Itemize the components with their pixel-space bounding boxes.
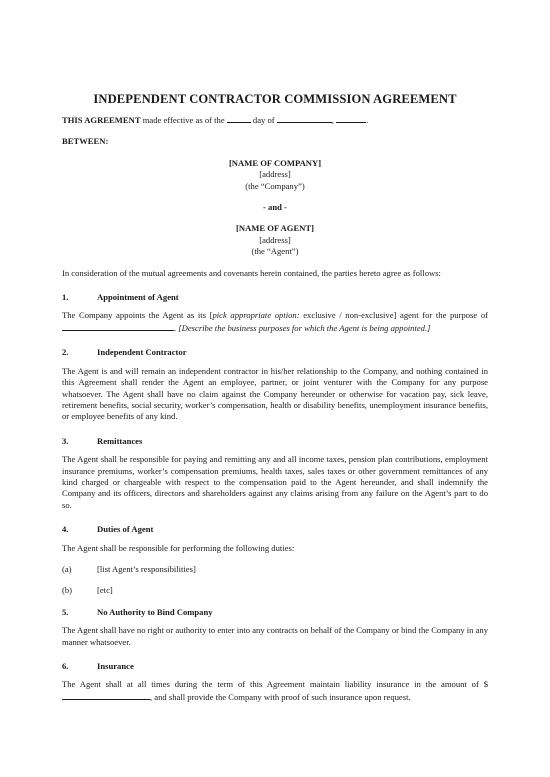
intro-text-3: , — [331, 115, 337, 125]
company-defined-term: (the “Company”) — [245, 180, 305, 191]
agent-name: [NAME OF AGENT] — [236, 223, 314, 234]
section-number: 3. — [62, 435, 69, 446]
agent-address: [address] — [259, 234, 291, 245]
agreement-lead: THIS AGREEMENT — [62, 115, 141, 125]
list-marker: (b) — [62, 585, 73, 596]
intro-text-2: day of — [250, 115, 277, 125]
day-blank[interactable] — [227, 114, 251, 123]
section-number: 4. — [62, 524, 69, 535]
section-1-body — [62, 310, 488, 334]
list-text: [list Agent’s responsibilities] — [97, 563, 196, 574]
intro-text-4: . — [366, 115, 369, 125]
list-marker: (a) — [62, 563, 72, 574]
section-number: 1. — [62, 292, 69, 303]
section-4-body: The Agent shall be responsible for performing the following duties: — [62, 542, 295, 553]
insurance-amount-blank[interactable] — [62, 691, 150, 700]
list-item — [62, 564, 488, 575]
section-6-body — [62, 679, 488, 703]
section-6-text-a: The Agent shall at all times during the term of this Agreement maintain liability insurance in the amount of $ — [62, 679, 488, 690]
agent-party-block — [62, 223, 488, 257]
section-title: No Authority to Bind Company — [97, 606, 213, 617]
between-label: BETWEEN: — [62, 136, 109, 147]
section-title: Appointment of Agent — [97, 292, 179, 303]
section-5-body: The Agent shall have no right or authority to enter into any contracts on behalf of the Company or bind the Company in any manner whatsoever. — [62, 625, 489, 647]
section-number: 2. — [62, 347, 69, 358]
section-2-body: The Agent is and will remain an independent contractor in his/her relationship to the Company, and nothing contained in this Agreement shall render the Agent an employee, partner, or joint venturer with the Company for any purpose whatsoever. The Agent shall have no claim against the Company hereunder or otherwise for vacation pay, sick leave, retirement benefits, social security, worker’s compensation, health or disability benefits, unemployment insurance benefits, or employee benefits of any kind. — [62, 365, 488, 422]
agent-defined-term: (the “Agent”) — [251, 246, 299, 257]
company-party-block — [62, 158, 488, 192]
document-page — [62, 92, 488, 703]
section-number: 5. — [62, 606, 69, 617]
recital-paragraph: In consideration of the mutual agreements and covenants herein contained, the parties hereto agree as follows: — [62, 267, 441, 278]
list-item — [62, 585, 488, 596]
section-1-text-b: exclusive / non-exclusive] agent for the purpose of — [299, 310, 489, 321]
section-title: Duties of Agent — [97, 524, 154, 535]
section-1-text-a: The Company appoints the Agent as its [ — [62, 310, 213, 321]
section-title: Insurance — [97, 661, 134, 671]
section-4-heading — [62, 524, 488, 535]
and-separator: - and - — [263, 202, 287, 213]
section-number: 6. — [62, 661, 69, 671]
section-3-heading — [62, 436, 488, 447]
company-name: [NAME OF COMPANY] — [228, 157, 322, 168]
section-1-option-note: pick appropriate option: — [212, 310, 300, 321]
company-address: [address] — [259, 169, 291, 180]
section-1-text-c: . — [174, 322, 179, 333]
effective-date-line — [62, 114, 488, 126]
section-title: Remittances — [97, 435, 143, 446]
document-title: INDEPENDENT CONTRACTOR COMMISSION AGREEMENT — [93, 92, 457, 106]
section-6-heading — [62, 661, 488, 672]
section-title: Independent Contractor — [97, 347, 187, 358]
intro-text-1: made effective as of the — [140, 115, 227, 125]
section-5-heading — [62, 607, 488, 618]
year-blank[interactable] — [336, 114, 369, 125]
purpose-blank[interactable] — [62, 322, 174, 331]
section-6-text-b: , and shall provide the Company with proof of such insurance upon request. — [150, 691, 411, 702]
section-1-heading — [62, 292, 488, 303]
list-text: [etc] — [97, 585, 113, 596]
section-1-instruction-note: [Describe the business purposes for which the Agent is being appointed.] — [178, 322, 431, 333]
month-blank[interactable] — [277, 114, 332, 123]
section-3-body: The Agent shall be responsible for paying and remitting any and all income taxes, pension plan contributions, employment insurance premiums, worker’s compensation premiums, health taxes, sales taxes or other government remittances of any kind charged or chargeable with respect to the compensation paid to the Agent hereunder, and shall indemnify the Company and its officers, directors and shareholders against any claims arising from any failure on the Agent’s part to do so. — [62, 454, 488, 510]
section-2-heading — [62, 347, 488, 358]
